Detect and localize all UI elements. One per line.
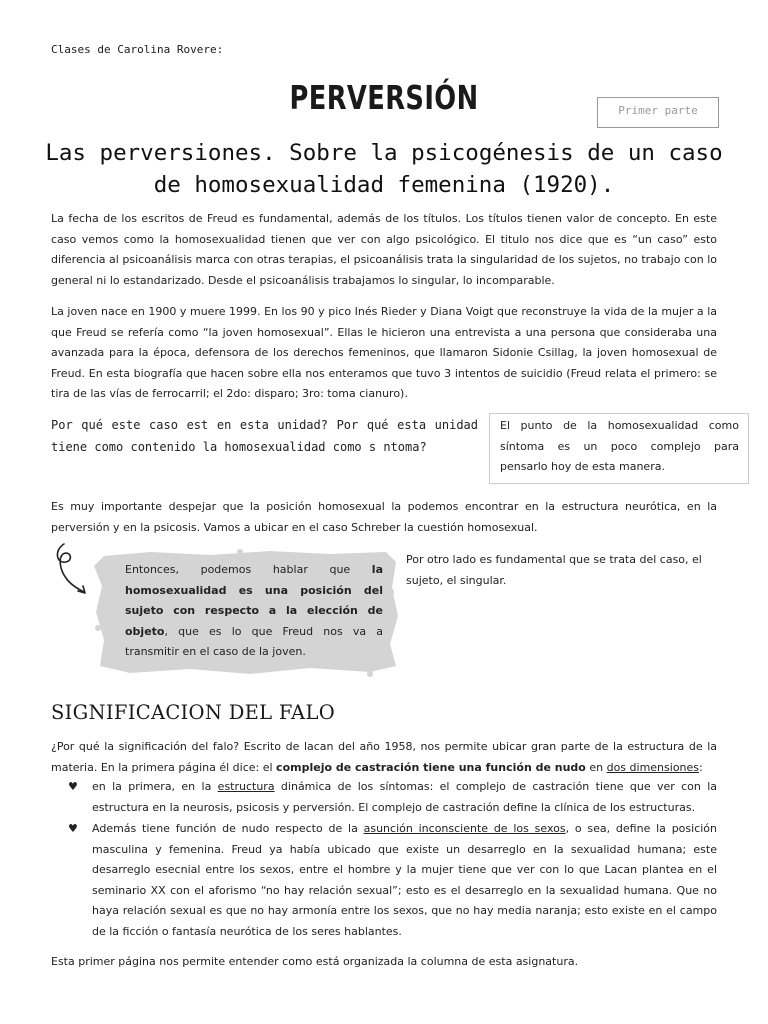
paragraph-falo-intro [51,737,717,778]
paragraph-closing: Esta primer página nos permite entender como está organizada la columna de esta asignatura. [51,955,579,968]
page-title: PERVERSIÓN [289,78,479,117]
callout-text-pre: Entonces, podemos hablar que [125,563,372,576]
part-label-box: Primer parte [597,97,719,128]
intro-mid: en [585,760,607,774]
document-subtitle: Las perversiones. Sobre la psicogénesis de un caso de homosexualidad femenina (1920). [45,140,723,198]
note-box-text: El punto de la homosexualidad como síntoma es un poco complejo para pensarlo hoy de esta manera. [500,419,739,473]
bullet2-underline: asunción inconsciente de los sexos [363,822,566,835]
side-paragraph: Por otro lado es fundamental que se trata del caso, el sujeto, el singular. [406,553,702,587]
bullet1-underline: estructura [217,780,275,793]
section-heading: SIGNIFICACION DEL FALO [51,701,335,724]
note-box [489,413,749,484]
callout-text-post: , que es lo que Freud nos va a transmitir en el caso de la joven. [125,624,383,658]
paragraph-biography: La joven nace en 1900 y muere 1999. En los 90 y pico Inés Rieder y Diana Voigt que reconstruye la vida de la mujer a la que Freud se refería como “la joven homosexual”. Ellas le hicieron una entrevista a una persona que consideraba una avanzada para la época, defensora de los derechos femeninos, que llamaron Sidonie Csillag, la joven homosexual de Freud. En esta biografía que hacen sobre ella nos enteramos que tuvo 3 intentos de suicidio (Freud relata el primero: se tira de las vías de ferrocarril; el 2do: disparo; 3ro: toma cianuro). [51,305,717,400]
list-item [68,777,718,818]
heart-bullet-icon: ♥ [68,822,78,835]
paragraph-structures: Es muy importante despejar que la posición homosexual la podemos encontrar en la estructura neurótica, en la perversión y en la psicosis. Vamos a ubicar en el caso Schreber la cuestión homosexual. [51,500,717,534]
heart-bullet-icon: ♥ [68,780,78,793]
header-label: Clases de Carolina Rovere: [51,43,224,56]
bullet1-post: dinámica de los síntomas: el complejo de castración tiene que ver con la estructura en la neurosis, psicosis y perversión. El complejo de castración define la clínica de los estructuras. [92,780,718,814]
question-text: Por qué este caso est en esta unidad? Por qué esta unidad tiene como contenido la homosexualidad como s ntoma? [51,418,478,454]
callout-text-bold: la homosexualidad es una posición del sujeto con respecto a la elección de objeto [125,563,383,638]
list-item [68,819,718,942]
bullet2-post: , o sea, define la posición masculina y femenina. Freud ya había ubicado que existe un desarreglo en la sexualidad humana; este desarreglo esecnial entre los sexos, entre el hombre y la mujer tiene que ver con lo que Lacan plantea en el seminario XX con el aforismo “no hay relación sexual”; esto es el desarreglo en la sexualidad humana. Que no haya relación sexual es que no hay armonía entre los sexos, que no hay media naranja; esto existe en el campo de la ficción o fantasía neurótica de los seres hablantes. [92,822,718,938]
intro-post: : [699,760,703,774]
intro-underline: dos dimensiones [606,760,700,774]
paragraph-intro: La fecha de los escritos de Freud es fundamental, además de los títulos. Los títulos tienen valor de concepto. En este caso vemos como la homosexualidad tienen que ver con algo psicológico. El titulo nos dice que es “un caso” esto diferencia al psicoanálisis marca con otras terapias, el psicoanálisis trata la singularidad de los sujetos, no trabajo con lo general ni lo estandarizado. Desde el psicoanálisis trabajamos lo singular, lo incomparable. [51,212,717,287]
bullet1-pre: en la primera, en la [92,780,218,793]
bullet2-pre: Además tiene función de nudo respecto de la [92,822,364,835]
callout-text [125,560,383,663]
intro-pre: ¿Por qué la significación del falo? Escrito de lacan del año 1958, nos permite ubicar gran parte de la estructura de la materia. En la primera página él dice: el [51,740,717,774]
intro-bold: complejo de castración tiene una función de nudo [276,760,586,774]
